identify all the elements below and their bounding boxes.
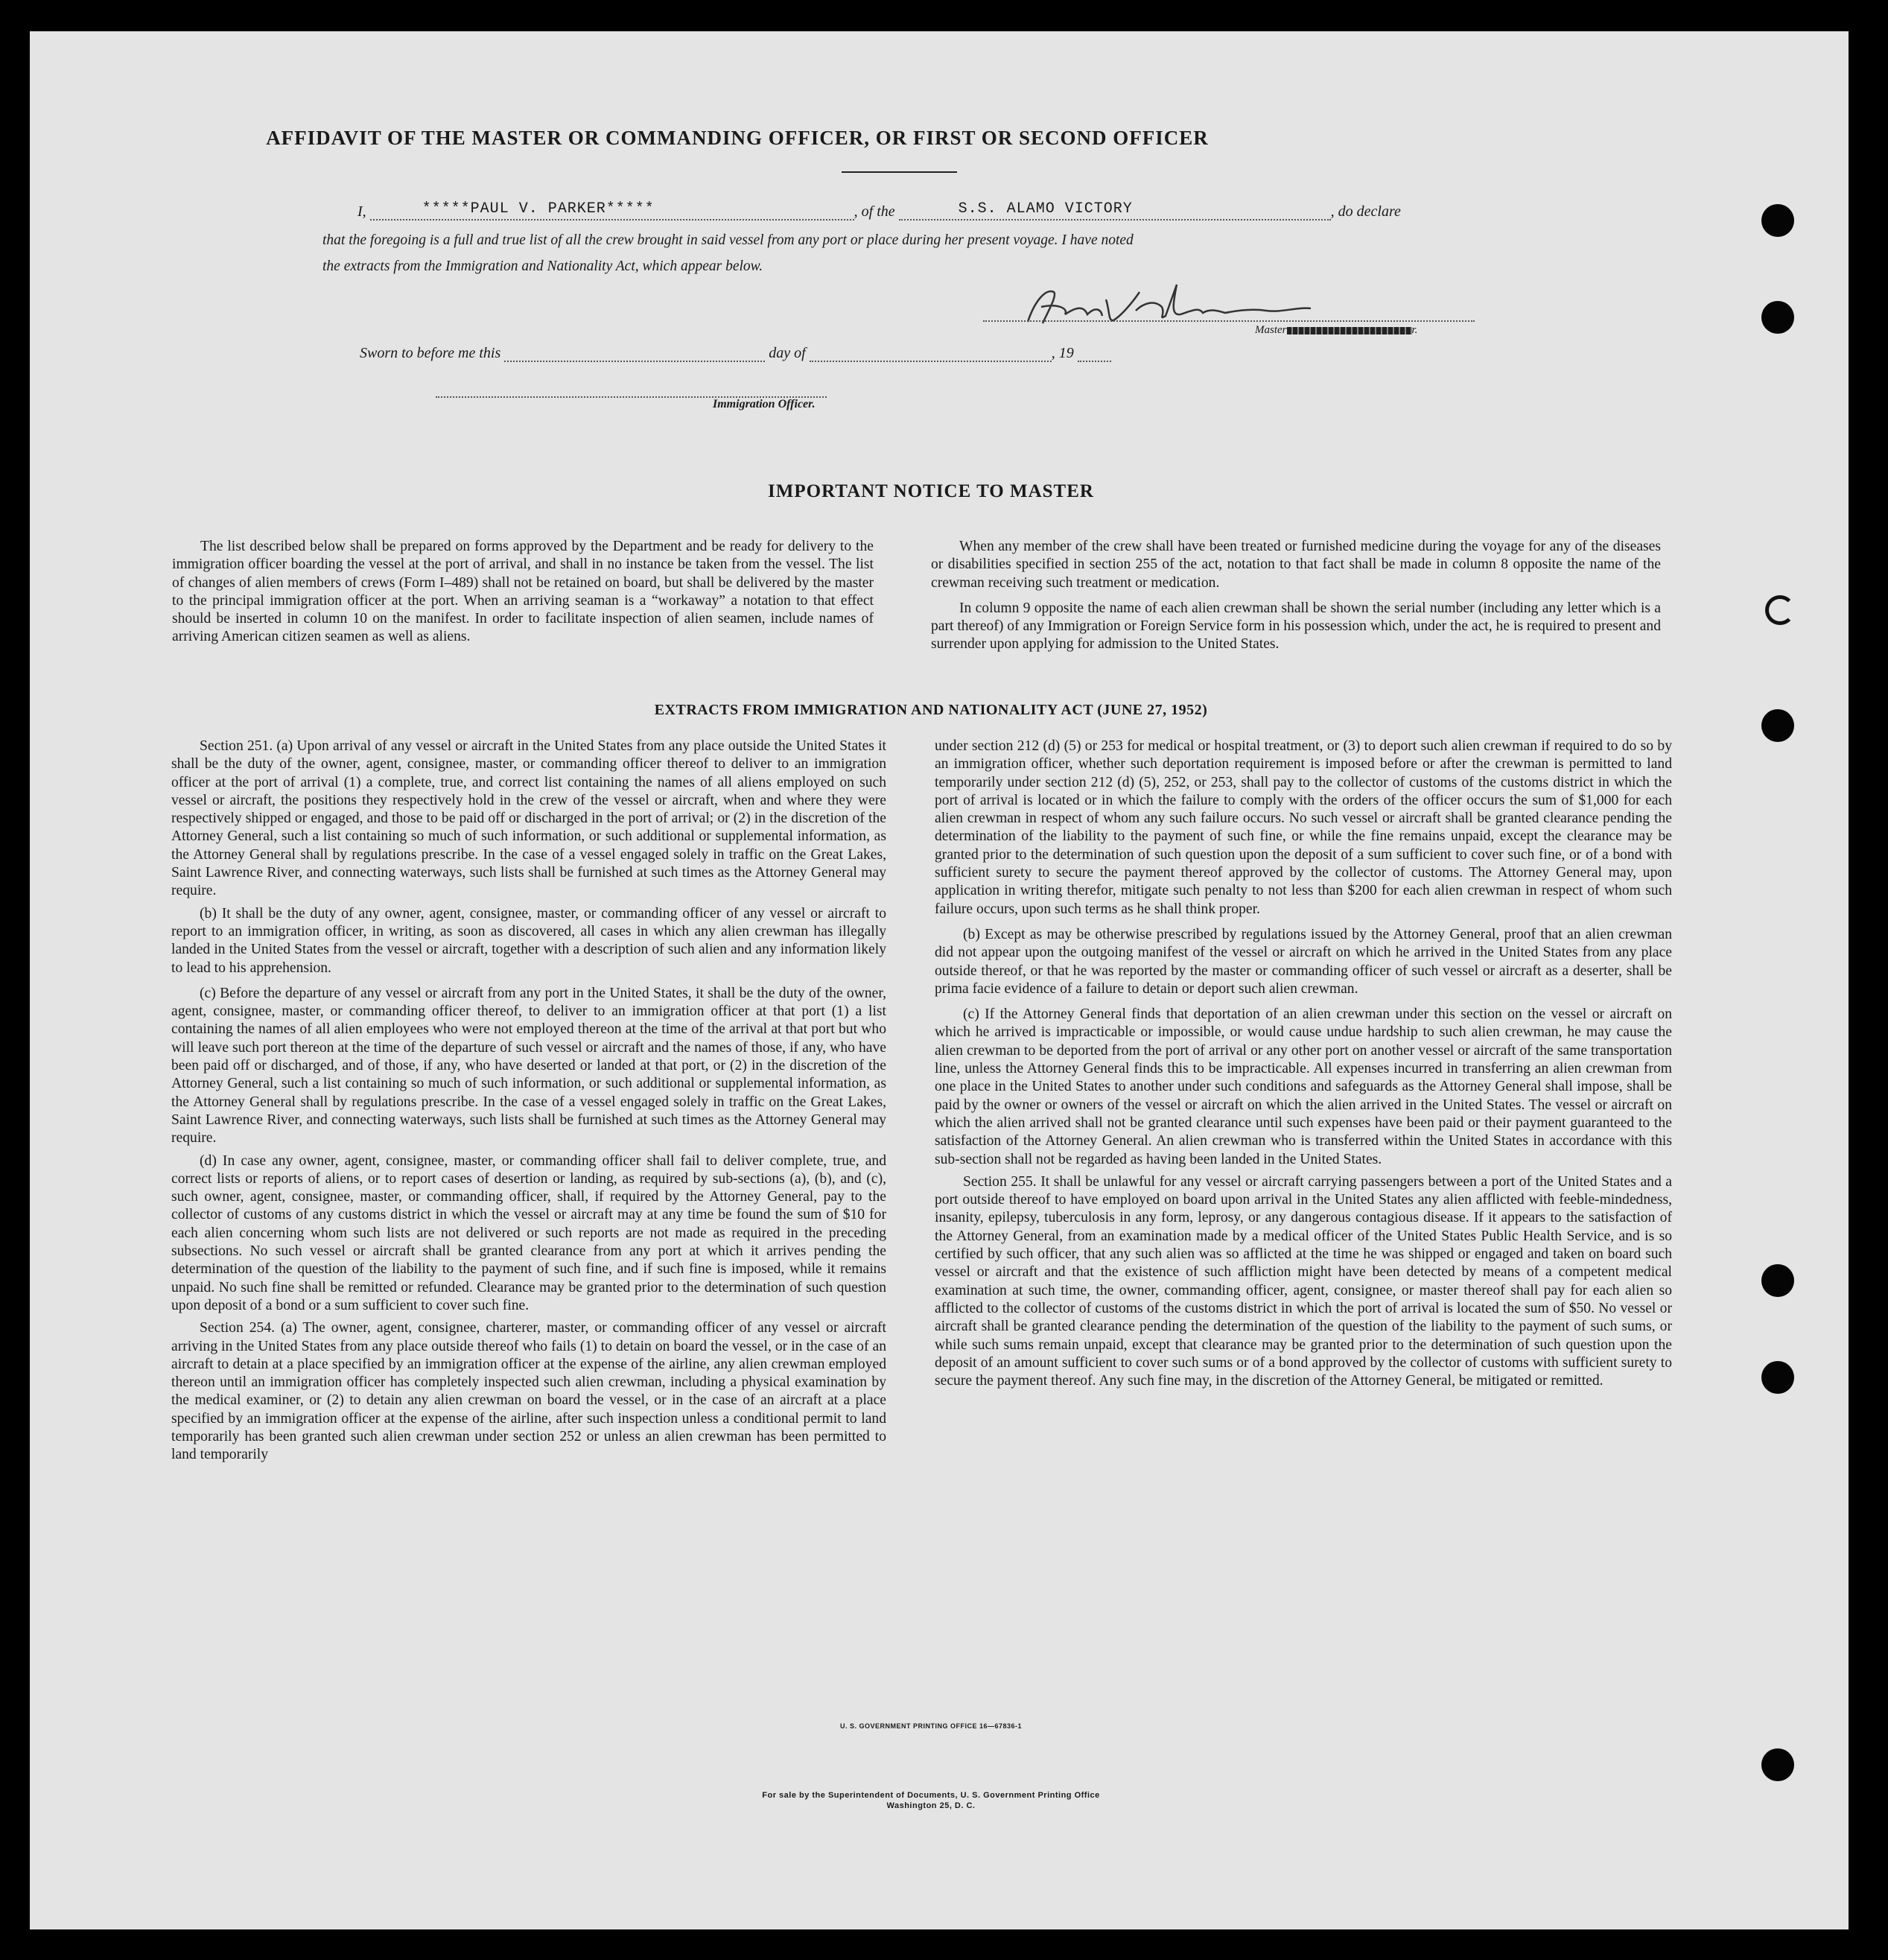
master-label: Master (1255, 324, 1287, 336)
extracts-left-column (171, 738, 886, 1465)
extracts-heading: EXTRACTS FROM IMMIGRATION AND NATIONALITY ACT (JUNE 27, 1952) (654, 702, 1208, 718)
torn-hole-mark (1765, 595, 1795, 625)
section-254-c: (c) If the Attorney General finds that deportation of an alien crewman under this section on the vessel or aircraft on which he arrived is impracticable or impossible, or would cause undue hardship to such alien crewman, he may cause the alien crewman to be deported from the port of arrival or any other port on another vessel or aircraft of the same transportation line, unless the Attorney General finds this to be impracticable. All expenses incurred in transferring an alien crewman from one place in the United States to another under such conditions and safeguards as the Attorney General shall impose, shall be paid by the owner or owners of the vessel or aircraft on which the alien arrived in the United States. The vessel or aircraft on which the alien arrived shall not be granted clearance until such expenses have been paid or their payment guaranteed to the satisfaction of the Attorney General. An alien crewman who is transferred within the United States in accordance with this sub-section shall not be regarded as having been landed in the United States. (935, 1006, 1672, 1167)
declaration-line-2: the extracts from the Immigration and Nationality Act, which appear below. (322, 259, 763, 274)
declarant-name: *****PAUL V. PARKER***** (422, 200, 655, 218)
section-251-d: (d) In case any owner, agent, consignee, master, or commanding officer shall fail to deliver complete, true, and correct lists or reports of aliens, or to report cases of desertion or landing, as required by sub-sections (a), (b), and (c), such owner, agent, consignee, master, or commanding officer, shall, if required by the Attorney General, pay to the collector of customs of any customs district in which the vessel or aircraft may at any time be found the sum of $10 for each alien concerning whom such lists are not delivered or such reports are not made as required in the preceding subsections. No such vessel or aircraft shall be granted clearance from any port at which it arrives pending the determination of the question of the liability to the payment of such fine, and if such fine is imposed, while it remains unpaid. No such fine shall be remitted or refunded. Clearance may be granted prior to the determination of such question upon deposit of a bond or a sum sufficient to cover such fine. (171, 1152, 886, 1313)
notice-left-column (172, 538, 874, 647)
for-sale-line-2: Washington 25, D. C. (886, 1801, 976, 1810)
for-sale-line-1: For sale by the Superintendent of Documents, U. S. Government Printing Office (762, 1791, 1100, 1800)
section-251-c: (c) Before the departure of any vessel or aircraft from any port in the United States, it shall be the duty of the owner, agent, consignee, master, or commanding officer thereof, to deliver to an immigration officer at that port (1) a list containing the names of all alien employees who were not employed thereon at the time of the arrival at that port but who will leave such port thereon at the time of the departure of such vessel or aircraft and the names of those, if any, who have been paid off or discharged, and of those, if any, who have deserted or landed at that port, or (2) in the discretion of the Attorney General, such a list containing so much of such information, or such additional or supplemental information, as the Attorney General shall by regulations prescribe. In the case of a vessel engaged solely in traffic on the Great Lakes, Saint Lawrence River, and connecting waterways, such lists shall be furnished at such times as the Attorney General may require. (171, 985, 886, 1146)
section-251-b: (b) It shall be the duty of any owner, agent, consignee, master, or commanding officer of any vessel or aircraft to report to an immigration officer, in writing, as soon as discovered, all cases in which any alien crewman has illegally landed in the United States from the vessel or aircraft, together with a description of such alien and any information likely to lead to his apprehension. (171, 905, 886, 976)
section-254-b: (b) Except as may be otherwise prescribed by regulations issued by the Attorney General, proof that an alien crewman did not appear upon the outgoing manifest of the vessel or aircraft on which he arrived in the United States from any place outside thereof, or that he was reported by the master or commanding officer of such vessel or aircraft as a deserter, shall be prima facie evidence of a failure to detain or deport such alien crewman. (935, 926, 1672, 997)
notice-left-paragraph: The list described below shall be prepared on forms approved by the Department and be ready for delivery to the immigration officer boarding the vessel at the port of arrival, and shall in no instance be taken from the vessel. The list of changes of alien members of crews (Form I–489) shall not be retained on board, but shall be delivered by the master to the principal immigration officer at the port. When an arriving seaman is a “workaway” a notation to that effect should be inserted in column 10 on the manifest. In order to facilitate inspection of alien seamen, include names of arriving American citizen seamen as well as aliens. (172, 539, 874, 645)
affidavit-title: AFFIDAVIT OF THE MASTER OR COMMANDING OFFICER, OR FIRST OR SECOND OFFICER (266, 127, 1209, 149)
punch-hole (1761, 301, 1794, 334)
section-251-a: Section 251. (a) Upon arrival of any vessel or aircraft in the United States from any place outside the United States it shall be the duty of the owner, agent, consignee, master, or commanding officer thereof to deliver to an immigration officer at the port of arrival (1) a complete, true, and correct list containing the names of all aliens employed on such vessel or aircraft, the positions they respectively hold in the crew of the vessel or aircraft, when and where they were respectively shipped or engaged, and those to be paid off or discharged in the port of arrival; or (2) in the discretion of the Attorney General, such a list containing so much of such information, or such additional or supplemental information, as the Attorney General shall by regulations prescribe. In the case of a vessel engaged solely in traffic on the Great Lakes, Saint Lawrence River, and connecting waterways, such lists shall be furnished at such times as the Attorney General may require. (171, 738, 886, 899)
declaration-line-1: that the foregoing is a full and true list of all the crew brought in said vessel from any port or place during her present voyage. I have noted (322, 232, 1134, 248)
extracts-right-column (935, 738, 1672, 1390)
notice-heading: IMPORTANT NOTICE TO MASTER (768, 481, 1094, 501)
punch-hole (1761, 1748, 1794, 1781)
sworn-line (360, 344, 1111, 362)
of-the-label: , of the (854, 203, 895, 220)
signature-line (983, 320, 1475, 322)
vessel-name: S.S. ALAMO VICTORY (958, 200, 1133, 218)
printing-office-line: U. S. GOVERNMENT PRINTING OFFICE 16—67836-1 (839, 1722, 1023, 1730)
notice-right-paragraph-2: In column 9 opposite the name of each alien crewman shall be shown the serial number (including any letter which is a part thereof) of any Immigration or Foreign Service form in his possession which, under the act, he is required to present and surrender upon applying for admission to the United States. (931, 600, 1661, 653)
day-of-label: day of (769, 345, 806, 361)
punch-hole (1761, 1264, 1794, 1297)
section-254-a: Section 254. (a) The owner, agent, consignee, charterer, master, or commanding officer of any vessel or aircraft arriving in the United States from any place outside thereof who fails (1) to detain on board the vessel, or in the case of an aircraft to detain at a place specified by an immigration officer at the expense of the airline, any alien crewman employed thereon until an immigration officer has completely inspected such alien crewman, including a physical examination by the medical examiner, or (2) to detain any alien crewman on board the vessel, or in the case of an aircraft at a place specified by an immigration officer at the expense of the airline, after such inspection unless a conditional permit to land temporarily has been granted such alien crewman under section 252 or unless an alien crewman has been permitted to land temporarily (171, 1320, 886, 1463)
notice-right-paragraph-1: When any member of the crew shall have been treated or furnished medicine during the voyage for any of the diseases or disabilities specified in section 255 of the act, notation to that fact shall be made in column 8 opposite the name of the crewman receiving such treatment or medication. (931, 539, 1661, 591)
section-255: Section 255. It shall be unlawful for any vessel or aircraft carrying passengers between a port of the United States and a port outside thereof to have employed on board upon arrival in the United States any alien afflicted with feeble-mindedness, insanity, epilepsy, tuberculosis in any form, leprosy, or any dangerous contagious disease. If it appears to the satisfaction of the Attorney General, from an examination made by a medical officer of the United States Public Health Service, and is so certified by such officer, that any such alien was so afflicted at the time he was shipped or engaged and taken on board such vessel or aircraft and that the existence of such affliction might have been detected by means of a competent medical examination at such time, the owner, commanding officer, agent, consignee, or master thereof shall pay for each alien so afflicted to the collector of customs of the customs district in which the port of arrival is located the sum of $50. No vessel or aircraft shall be granted clearance pending the determination of the question of the liability to the payment of such sums, or while such sums remain unpaid, except that clearance may be granted prior to the determination of such question upon the deposit of an amount sufficient to cover such sums or of a bond approved by the collector of customs with sufficient surety to secure the payment thereof. Any such fine may, in the discretion of the Attorney General, be mitigated or remitted. (935, 1173, 1672, 1389)
title-rule (842, 171, 957, 173)
punch-hole (1761, 204, 1794, 237)
master-label-end: r. (1411, 324, 1418, 336)
notice-right-column (931, 538, 1661, 654)
do-declare-label: , do declare (1330, 203, 1401, 220)
master-title-line (1255, 324, 1417, 337)
section-254-a-cont: under section 212 (d) (5) or 253 for medical or hospital treatment, or (3) to deport such alien crewman if required to do so by an immigration officer, whether such deportation requirement is imposed before or after the crewman is permitted to land temporarily under section 212 (d) (5), 252, or 253, shall pay to the collector of customs of the customs district in which the port of arrival is located or in which the failure to comply with the orders of the officer occurs the sum of $1,000 for each alien crewman in respect of whom any such failure occurs. No such vessel or aircraft shall be granted clearance pending the determination of the liability to the payment of such fine, or while the fine remains unpaid, except the clearance may be granted prior to the determination of such question upon the deposit of a sum sufficient to cover such fine, or of a bond with sufficient surety to secure the payment thereof approved by the collector of customs. The Attorney General may, upon application in writing therefor, mitigate such penalty to not less than $200 for each alien crewman in respect of whom such failure occurs, upon such terms as he shall think proper. (935, 738, 1672, 917)
declarant-line (357, 200, 1519, 221)
punch-hole (1761, 1361, 1794, 1394)
document-page (30, 31, 1849, 1929)
i-label: I, (357, 203, 366, 220)
immigration-officer-label: Immigration Officer. (713, 398, 816, 410)
sworn-label: Sworn to before me this (360, 345, 501, 361)
year-label: , 19 (1051, 345, 1074, 361)
strikethrough-mark (1287, 327, 1412, 334)
